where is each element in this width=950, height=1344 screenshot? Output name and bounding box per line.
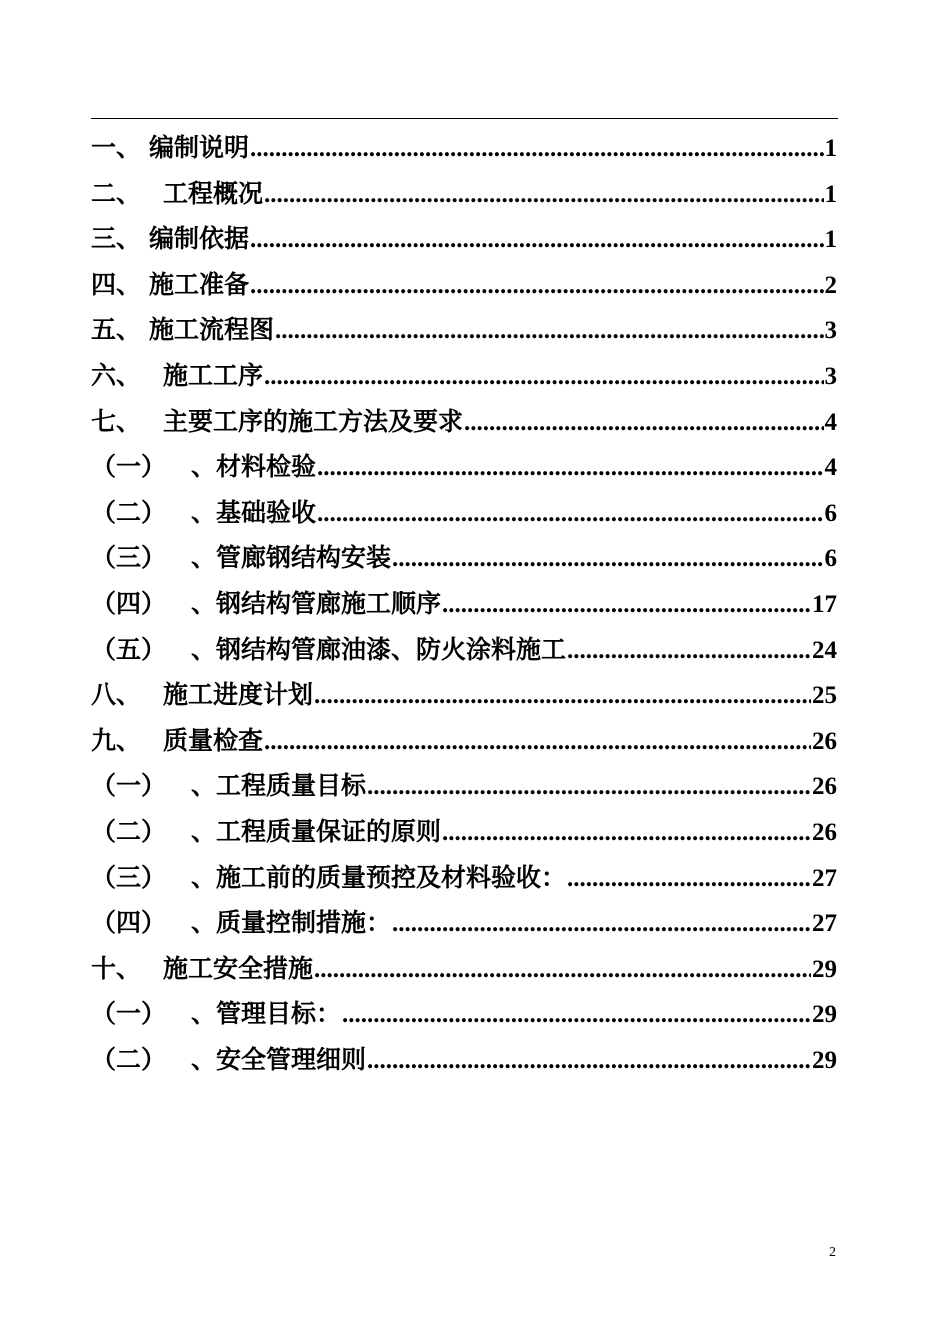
toc-entry-title: 编制说明 — [149, 133, 250, 162]
toc-dot-leader — [464, 399, 823, 445]
toc-entry[interactable] — [91, 216, 837, 262]
toc-entry[interactable] — [91, 307, 837, 353]
toc-entry[interactable] — [91, 809, 837, 855]
toc-entry[interactable] — [91, 262, 837, 308]
toc-entry-page: 26 — [812, 773, 837, 801]
toc-entry[interactable] — [91, 946, 837, 992]
toc-dot-leader — [317, 490, 823, 536]
toc-dot-leader — [264, 171, 823, 217]
table-of-contents — [91, 125, 837, 1082]
toc-entry-title: 、施工前的质量预控及材料验收： — [191, 862, 567, 892]
toc-dot-leader — [567, 627, 811, 673]
toc-dot-leader — [442, 809, 811, 855]
toc-entry[interactable] — [91, 490, 837, 536]
toc-entry-page: 26 — [812, 818, 837, 846]
toc-entry-number: （二） — [91, 816, 167, 846]
toc-entry[interactable] — [91, 399, 837, 445]
toc-entry[interactable] — [91, 581, 837, 627]
toc-entry[interactable] — [91, 718, 837, 764]
toc-entry-number: （一） — [91, 999, 167, 1029]
toc-entry-page: 27 — [812, 864, 837, 892]
toc-entry-number: 十、 — [91, 953, 142, 983]
toc-entry[interactable] — [91, 900, 837, 946]
toc-entry-number: （三） — [91, 862, 167, 892]
page-number: 2 — [829, 1245, 836, 1260]
toc-entry-page: 29 — [812, 955, 837, 983]
toc-dot-leader — [314, 946, 811, 992]
toc-entry-page: 24 — [812, 636, 837, 664]
toc-entry-page: 4 — [824, 408, 837, 436]
toc-entry[interactable] — [91, 535, 837, 581]
toc-entry-title: 施工流程图 — [149, 315, 275, 345]
toc-entry-title: 工程概况 — [163, 178, 264, 208]
header-rule — [91, 118, 838, 119]
toc-entry[interactable] — [91, 991, 837, 1037]
toc-entry-number: 七、 — [91, 406, 142, 436]
toc-dot-leader — [314, 672, 811, 718]
toc-entry-number: 六、 — [91, 360, 142, 390]
toc-dot-leader — [342, 991, 811, 1037]
toc-dot-leader — [250, 216, 823, 262]
toc-entry-number: （一） — [91, 771, 167, 801]
toc-entry-title: 、钢结构管廊施工顺序 — [191, 588, 442, 618]
toc-entry-number: 二、 — [91, 178, 142, 208]
toc-dot-leader — [392, 535, 823, 581]
toc-entry[interactable] — [91, 1037, 837, 1083]
toc-entry-title: 质量检查 — [163, 725, 264, 755]
toc-entry-title: 、钢结构管廊油漆、防火涂料施工 — [191, 634, 567, 664]
toc-entry[interactable] — [91, 855, 837, 901]
toc-entry-title: 主要工序的施工方法及要求 — [163, 406, 464, 436]
toc-entry-number: 四、 — [91, 269, 142, 299]
toc-entry-number: （三） — [91, 543, 167, 573]
toc-entry-page: 6 — [824, 545, 837, 573]
toc-entry[interactable] — [91, 444, 837, 490]
toc-entry[interactable] — [91, 353, 837, 399]
toc-entry-number: （四） — [91, 908, 167, 938]
toc-entry[interactable] — [91, 627, 837, 673]
toc-entry-number: 三、 — [91, 224, 142, 254]
toc-entry-title: 编制依据 — [149, 224, 250, 254]
toc-entry[interactable] — [91, 763, 837, 809]
toc-entry-page: 29 — [812, 1046, 837, 1074]
toc-entry-number: （一） — [91, 452, 167, 482]
toc-entry-page: 27 — [812, 910, 837, 938]
toc-entry-page: 3 — [824, 317, 837, 345]
toc-entry-title: 、工程质量保证的原则 — [191, 816, 442, 846]
toc-entry-page: 17 — [812, 590, 837, 618]
toc-entry-page: 6 — [824, 499, 837, 527]
toc-dot-leader — [367, 1037, 811, 1083]
toc-dot-leader — [275, 307, 823, 353]
toc-dot-leader — [392, 900, 811, 946]
toc-entry-title: 施工安全措施 — [163, 953, 314, 983]
toc-entry-title: 施工进度计划 — [163, 680, 314, 710]
toc-dot-leader — [250, 125, 823, 171]
toc-entry-title: 、安全管理细则 — [191, 1044, 367, 1074]
toc-entry-title: 施工工序 — [163, 360, 264, 390]
toc-entry-page: 1 — [824, 180, 837, 208]
toc-dot-leader — [317, 444, 823, 490]
toc-dot-leader — [264, 353, 823, 399]
toc-dot-leader — [442, 581, 811, 627]
toc-entry-number: 九、 — [91, 725, 142, 755]
toc-entry-title: 施工准备 — [149, 269, 250, 299]
toc-entry-page: 2 — [824, 271, 837, 299]
toc-entry-page: 26 — [812, 727, 837, 755]
toc-entry-title: 、管理目标： — [191, 999, 342, 1029]
toc-entry-number: 五、 — [91, 315, 142, 345]
toc-entry-number: （四） — [91, 588, 167, 618]
toc-entry-number: （二） — [91, 497, 167, 527]
toc-entry-page: 4 — [824, 454, 837, 482]
toc-entry-number: （二） — [91, 1044, 167, 1074]
toc-dot-leader — [367, 763, 811, 809]
toc-entry-page: 1 — [824, 135, 837, 162]
toc-entry-page: 1 — [824, 226, 837, 254]
toc-entry-number: 八、 — [91, 680, 142, 710]
toc-entry-title: 、材料检验 — [191, 452, 317, 482]
toc-entry-title: 、质量控制措施： — [191, 908, 392, 938]
toc-entry[interactable] — [91, 171, 837, 217]
toc-entry-title: 、工程质量目标 — [191, 771, 367, 801]
toc-entry[interactable] — [91, 672, 837, 718]
toc-entry-title: 、基础验收 — [191, 497, 317, 527]
toc-entry-page: 3 — [824, 362, 837, 390]
toc-entry-number: 一、 — [91, 133, 142, 162]
toc-dot-leader — [567, 855, 811, 901]
toc-dot-leader — [250, 262, 823, 308]
toc-entry-title: 、管廊钢结构安装 — [191, 543, 392, 573]
toc-entry-page: 25 — [812, 682, 837, 710]
toc-entry-number: （五） — [91, 634, 167, 664]
toc-entry[interactable] — [91, 125, 837, 171]
toc-dot-leader — [264, 718, 811, 764]
toc-entry-page: 29 — [812, 1001, 837, 1029]
